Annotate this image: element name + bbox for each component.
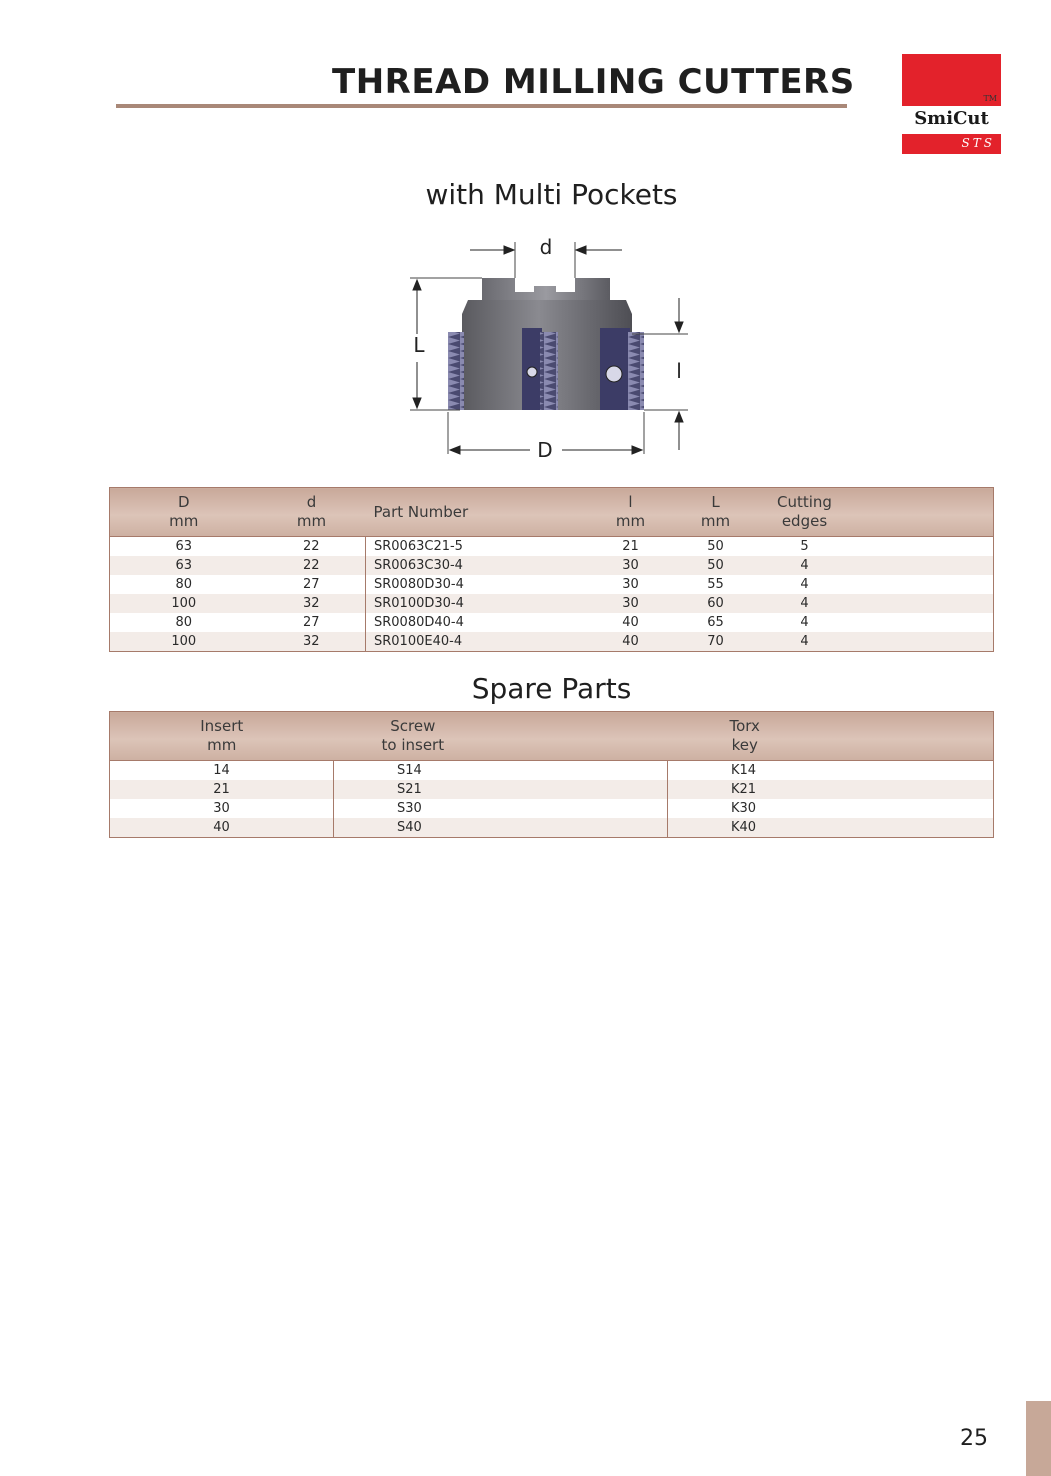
cell-l: 30: [576, 556, 686, 575]
cell-part-number: SR0063C21-5: [366, 537, 576, 557]
cell-torx: K21: [668, 780, 994, 799]
cell-L: 60: [686, 594, 746, 613]
label-L: L: [413, 333, 425, 357]
cell-D: 63: [175, 539, 193, 554]
table-row: [110, 613, 994, 632]
cell-L: 55: [707, 577, 724, 592]
cell-edges: 4: [800, 615, 809, 630]
cell-torx: K14: [668, 761, 994, 781]
cell-insert: 21: [110, 780, 334, 799]
cell-edges: 4: [800, 577, 809, 592]
cell-l: 40: [622, 615, 639, 630]
cell-D: 100: [110, 632, 258, 652]
table-row: [110, 818, 994, 838]
cell-d: 27: [302, 577, 320, 592]
cell-screw: S21: [334, 780, 668, 799]
col-l: l mm: [576, 488, 686, 537]
cell-d: 22: [258, 556, 366, 575]
page-edge-tab: [1026, 1401, 1051, 1476]
table-row: [110, 780, 994, 799]
logo-trademark: TM: [983, 94, 997, 103]
cell-l: 21: [622, 539, 639, 554]
cell-L: 50: [686, 556, 746, 575]
smicut-logo: [902, 54, 1001, 154]
table-row: [110, 575, 994, 594]
cell-screw: S30: [334, 799, 668, 818]
cell-D: 80: [175, 577, 193, 592]
cell-d: 32: [258, 632, 366, 652]
cell-L: 50: [707, 539, 724, 554]
col-cutting-edges: Cutting edges: [746, 488, 864, 537]
table-row: [110, 799, 994, 818]
cell-torx: K30: [668, 799, 994, 818]
cell-D: 100: [110, 594, 258, 613]
col-d: d mm: [258, 488, 366, 537]
cell-edges: 4: [746, 594, 864, 613]
logo-name: SmiCut: [914, 108, 989, 129]
cutter-diagram: [400, 232, 700, 464]
col-D: D mm: [110, 488, 258, 537]
col-insert: Insert mm: [110, 712, 334, 761]
logo-sub: STS: [961, 136, 995, 150]
cutters-table: [109, 487, 994, 652]
cutter-shank: [482, 278, 610, 300]
cell-edges: 4: [746, 556, 864, 575]
cell-screw: S14: [334, 761, 668, 781]
cell-edges: 5: [800, 539, 809, 554]
cell-edges: 4: [746, 632, 864, 652]
label-d: d: [539, 235, 553, 259]
cell-l: 30: [576, 594, 686, 613]
table-row: [110, 537, 994, 557]
cell-insert: 40: [110, 818, 334, 838]
page-number: 25: [960, 1426, 988, 1451]
cell-D: 80: [175, 615, 193, 630]
cell-torx: K40: [668, 818, 994, 838]
cell-d: 32: [258, 594, 366, 613]
col-spacer: [864, 488, 994, 537]
col-L: L mm: [686, 488, 746, 537]
spare-parts-table: [109, 711, 994, 838]
spare-parts-title: Spare Parts: [471, 672, 632, 705]
col-torx: Torx key: [668, 712, 994, 761]
cell-D: 63: [110, 556, 258, 575]
section-subtitle: with Multi Pockets: [425, 178, 678, 211]
title-underline: [116, 104, 847, 108]
cell-insert: 14: [213, 763, 230, 778]
cell-part-number: SR0080D30-4: [366, 575, 576, 594]
cell-l: 40: [576, 632, 686, 652]
cell-l: 30: [622, 577, 639, 592]
cell-d: 22: [302, 539, 320, 554]
cell-part-number: SR0080D40-4: [366, 613, 576, 632]
table-row: [110, 761, 994, 781]
cell-part-number: SR0100D30-4: [366, 594, 576, 613]
col-screw: Screw to insert: [334, 712, 668, 761]
cell-part-number: SR0063C30-4: [366, 556, 576, 575]
page-title: THREAD MILLING CUTTERS: [332, 62, 855, 102]
label-l: l: [676, 359, 682, 383]
cell-insert: 30: [213, 801, 230, 816]
cell-L: 70: [686, 632, 746, 652]
col-part-number: Part Number: [366, 488, 576, 537]
cell-screw: S40: [334, 818, 668, 838]
table-row: [110, 556, 994, 575]
label-D: D: [537, 438, 553, 462]
cell-d: 27: [302, 615, 320, 630]
table-row: [110, 632, 994, 652]
cell-L: 65: [707, 615, 724, 630]
table-row: [110, 594, 994, 613]
cell-part-number: SR0100E40-4: [366, 632, 576, 652]
